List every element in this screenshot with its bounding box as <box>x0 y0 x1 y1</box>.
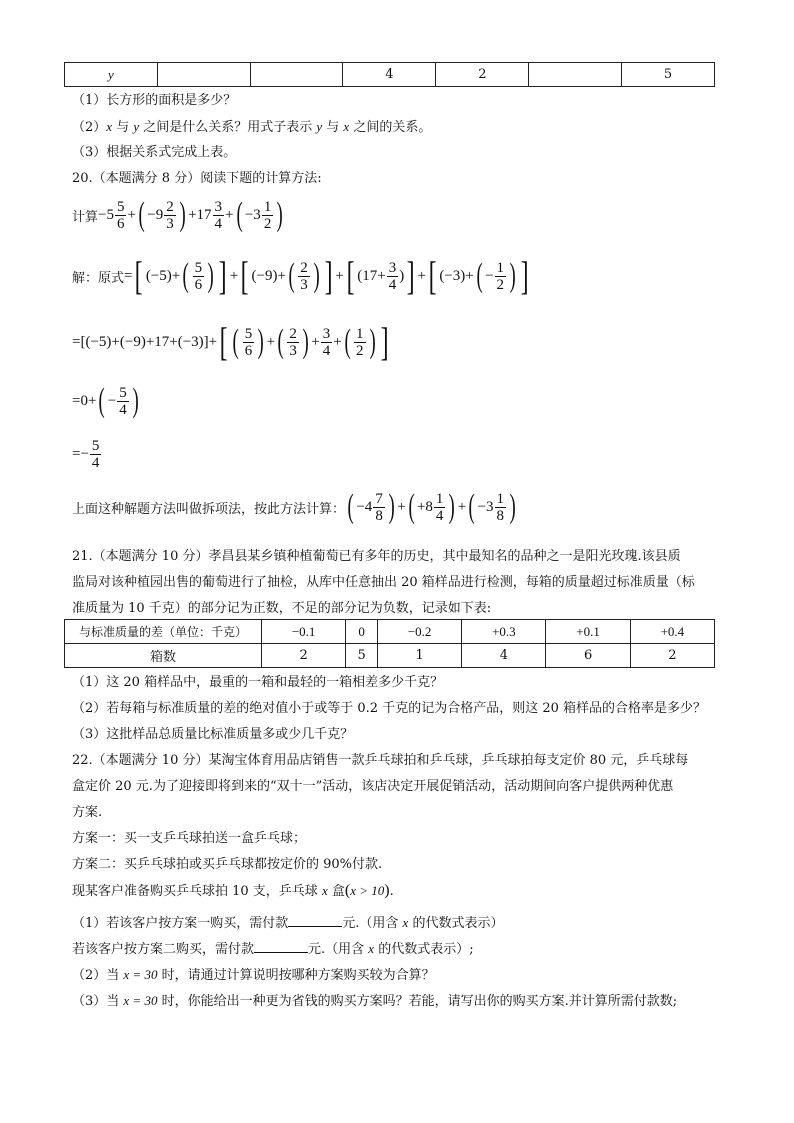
q22-paragraph-3: 方案. <box>72 805 103 820</box>
table-cell: −0.1 <box>262 620 346 644</box>
table-cell: +0.3 <box>462 620 546 644</box>
var-x: x <box>402 915 409 930</box>
q20-solution-line-3: =0+ ( − $\frac{5}{4}$ ) <box>72 382 139 419</box>
table-cell <box>529 63 622 87</box>
q22-plan-2: 方案二：买乒乓球拍或买乒乓球都按定价的 90%付款. <box>72 857 383 872</box>
text: 时，你能给出一种更为省钱的购买方案吗？若能，请写出你的购买方案.并计算所需付款数; <box>157 994 678 1009</box>
q22-plan-1: 方案一：买一支乒乓球拍送一盒乒乓球； <box>72 831 307 846</box>
table-cell: 6 <box>546 644 630 668</box>
table-cell: 5 <box>622 63 715 87</box>
q20-solution-line-2: =[(−5)+(−9)+17+(−3)]+ [ ( $\frac{5}{6}$ ) + ( $\frac{2}{3}$ ) + $\frac{3}{4}$ + ( $\frac{1}{2}$ ) ] <box>72 319 389 364</box>
var-y: y <box>133 119 140 134</box>
table-cell <box>250 63 343 87</box>
q21-sub-2: （2）若每箱与标准质量的差的绝对值小于或等于 0.2 千克的记为合格产品，则这 20 箱样品的合格率是多少？ <box>72 701 707 716</box>
table-cell: 2 <box>630 644 714 668</box>
table-cell <box>157 63 250 87</box>
equation: x = 30 <box>123 967 158 982</box>
text: 元.（用含 <box>308 942 369 957</box>
q21-sub-3: （3）这批样品总质量比标准质量多或少几千克？ <box>72 727 354 742</box>
condition: x > 10 <box>350 883 385 898</box>
table-cell: 2 <box>436 63 529 87</box>
q19-sub-3: （3）根据关系式完成上表。 <box>72 145 237 160</box>
table-cell: 4 <box>462 644 546 668</box>
q22-sub-1a <box>72 914 503 933</box>
table-header: 箱数 <box>65 644 262 668</box>
q20-solution-line-4: =− $\frac{5}{4}$ <box>72 438 100 471</box>
q20-calc-expression: 计算 −5 $\frac{5}{6}$ + ( −9 $\frac{2}{3}$ ) +17 $\frac{3}{4}$ + ( −3 $\frac{1}{2}$ ) <box>72 196 284 233</box>
var-x: x <box>321 883 328 898</box>
footer-text: 上面这种解题方法叫做拆项法，按此方法计算： <box>72 501 346 517</box>
q20-footer: 上面这种解题方法叫做拆项法，按此方法计算： ( −4 $\frac{7}{8}$ ) + ( +8 $\frac{1}{4}$ ) + ( −3 $\frac{1}{8}$ ) <box>72 488 516 525</box>
text: 现某客户准备购买乒乓球拍 10 支，乒乓球 <box>72 884 322 899</box>
equation: x = 30 <box>123 993 158 1008</box>
table-cell: 4 <box>343 63 436 87</box>
text: （2）当 <box>72 968 124 983</box>
q21-paragraph-3: 准质量为 10 千克）的部分记为正数，不足的部分记为负数，记录如下表: <box>72 601 492 616</box>
text: 之间是什么关系？用式子表示 <box>139 120 317 135</box>
q22-sub-2 <box>72 966 435 985</box>
answer-blank[interactable] <box>288 914 342 927</box>
text: 的代数式表示） <box>408 916 504 931</box>
q21-table <box>64 619 715 668</box>
table-cell: 0 <box>346 620 378 644</box>
var-x: x <box>368 941 375 956</box>
text: （1）若该客户按方案一购买，需付款 <box>72 916 289 931</box>
q19-sub-2 <box>72 118 431 137</box>
answer-blank[interactable] <box>254 940 308 953</box>
q21-paragraph-1: 21.（本题满分 10 分）孝昌县某乡镇种植葡萄已有多年的历史，其中最知名的品种之一是阳光玫瑰.该县质 <box>72 549 681 564</box>
text: 的代数式表示）; <box>374 942 474 957</box>
top-table <box>64 62 715 87</box>
table-header: 与标准质量的差（单位：千克） <box>65 620 262 644</box>
q22-sub-3 <box>72 992 677 1011</box>
q22-sub-1b <box>72 940 474 959</box>
text: 盒 <box>327 884 345 899</box>
var-x: x <box>343 119 350 134</box>
table-cell: −0.2 <box>378 620 462 644</box>
q20-header: 20.（本题满分 8 分）阅读下题的计算方法: <box>72 171 322 186</box>
table-cell: 5 <box>346 644 378 668</box>
text: . <box>389 884 394 899</box>
text: 时，请通过计算说明按哪种方案购买较为合算？ <box>157 968 435 983</box>
table-row <box>65 63 715 87</box>
text: 元.（用含 <box>342 916 403 931</box>
q19-sub-1: （1）长方形的面积是多少？ <box>72 93 237 108</box>
text: 之间的关系。 <box>349 120 432 135</box>
text: 与 <box>322 120 344 135</box>
q20-solution-line-1: 解：原式 = [ (−5)+ ( $\frac{5}{6}$ ) ] + [ (−9)+ ( $\frac{2}{3}$ ) ] + [ (17+ $\frac{3}{4}$ ) ] + [ (−3)+ ( − $\frac{1}{2}$ ) ] <box>72 253 530 298</box>
table-cell: +0.1 <box>546 620 630 644</box>
table-row <box>65 620 715 644</box>
var-x: x <box>106 119 113 134</box>
table-row <box>65 644 715 668</box>
table-cell: y <box>65 63 158 87</box>
text: 若该客户按方案二购买，需付款 <box>72 942 255 957</box>
q21-paragraph-2: 监局对该种植园出售的葡萄进行了抽检，从库中任意抽出 20 箱样品进行检测，每箱的质量超过标准质量（标 <box>72 575 695 590</box>
var-y: y <box>316 119 323 134</box>
table-cell: 1 <box>378 644 462 668</box>
q22-paragraph-2: 盒定价 20 元.为了迎接即将到来的“双十一”活动，该店决定开展促销活动，活动期间向客户提供两种优惠 <box>72 779 674 794</box>
calc-label: 计算 <box>72 209 99 225</box>
q21-sub-1: （1）这 20 箱样品中，最重的一箱和最轻的一箱相差多少千克？ <box>72 675 444 690</box>
q22-paragraph-1: 22.（本题满分 10 分）某淘宝体育用品店销售一款乒乓球拍和乒乓球，乒乓球拍每支定价 80 元，乒乓球每 <box>72 753 689 768</box>
q22-purchase: 现某客户准备购买乒乓球拍 10 支，乒乓球 x 盒(x > 10). <box>72 882 394 899</box>
solution-label: 解：原式 <box>72 270 125 286</box>
text: 与 <box>112 120 134 135</box>
text: （3）当 <box>72 994 124 1009</box>
text: （2） <box>72 120 107 135</box>
table-cell: 2 <box>262 644 346 668</box>
table-cell: +0.4 <box>630 620 714 644</box>
